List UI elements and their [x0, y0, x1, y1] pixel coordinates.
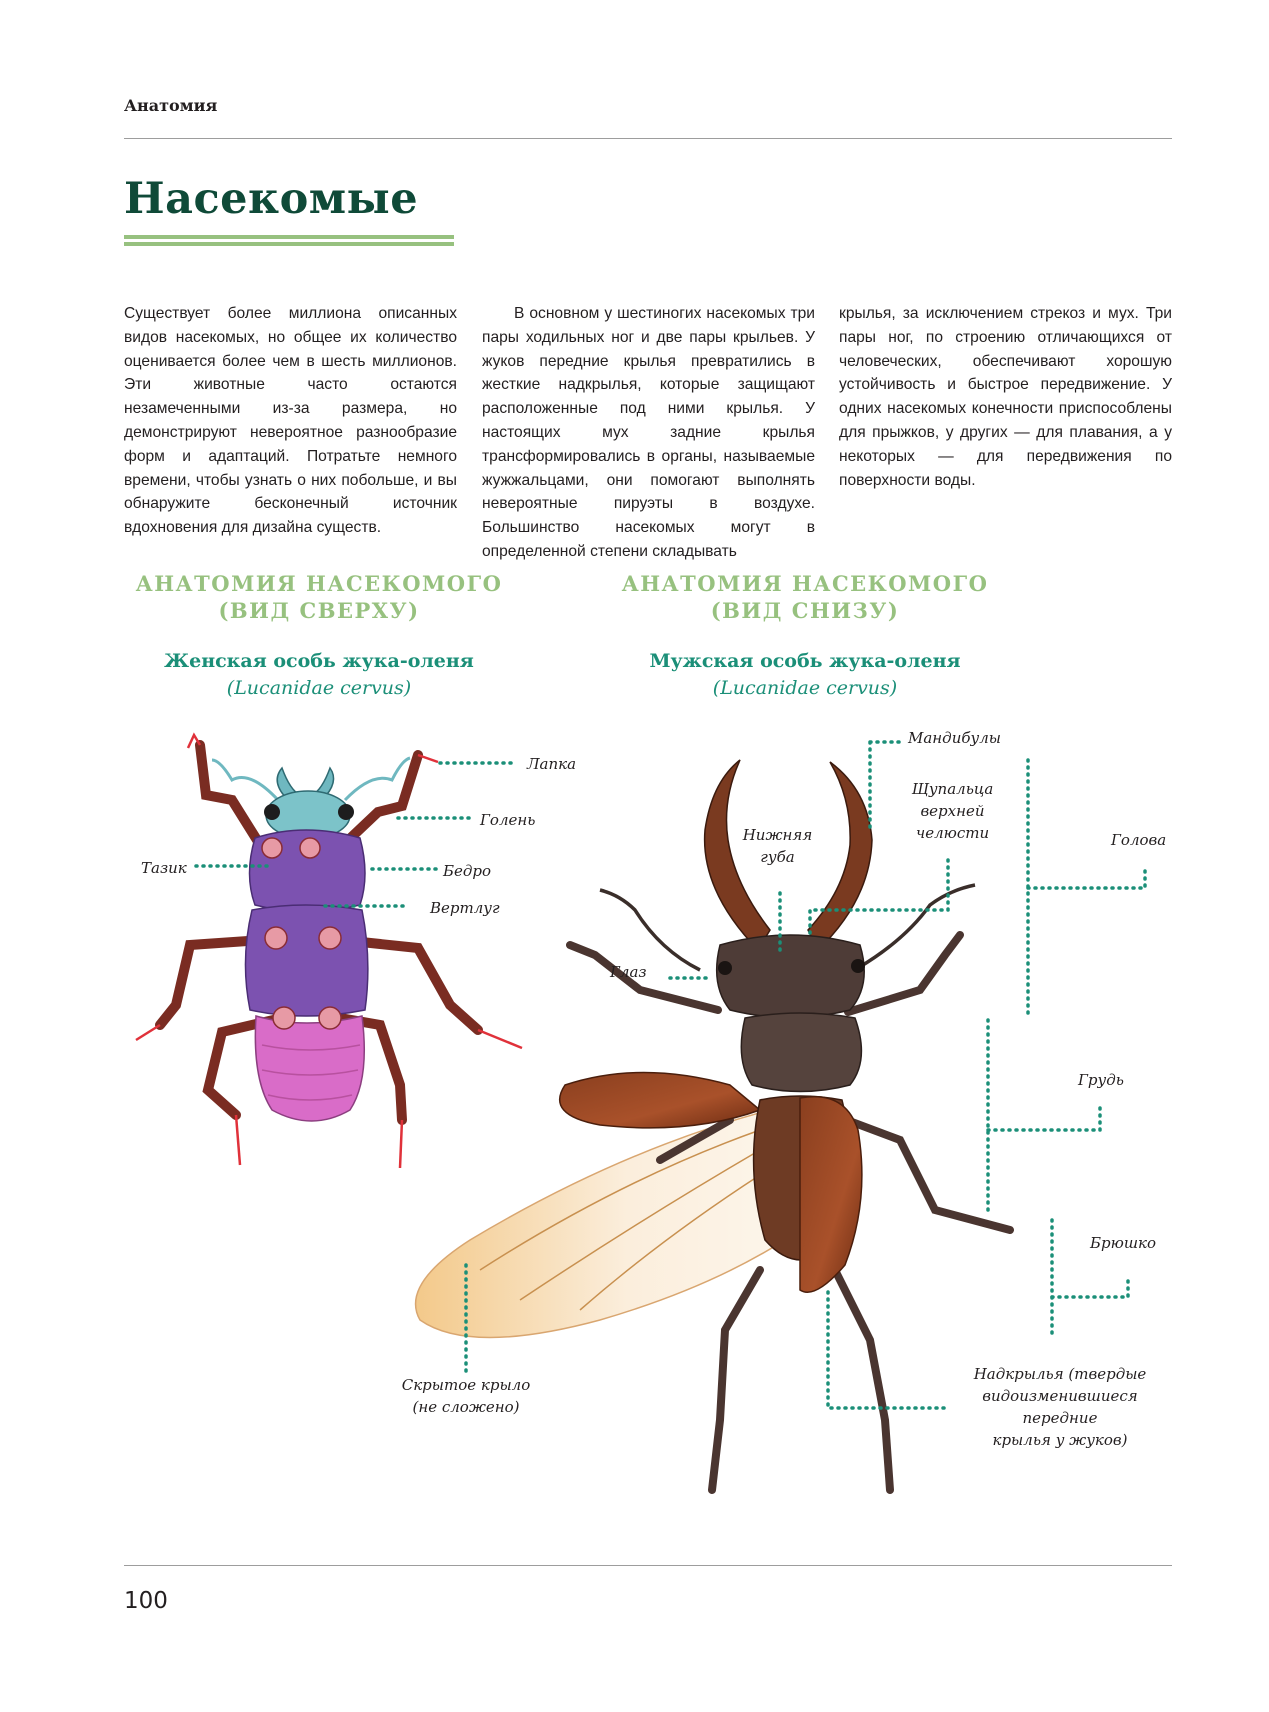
label-grud: Грудь [1078, 1071, 1124, 1089]
diagram-top-subject-name: Женская особь жука-оленя [164, 650, 474, 672]
label-nadkrylya: Надкрылья (твердые видоизменившиеся передние крылья у жуков) [973, 1365, 1147, 1449]
diagram-bottom-latin: (Lucanidae cervus) [712, 677, 898, 699]
diagram-top-latin: (Lucanidae cervus) [226, 677, 412, 699]
page-title: Насекомые [124, 174, 419, 224]
body-column-1: Существует более миллиона описанных видов насекомых, но общее их количество оценивается более чем в шесть миллионов. Эти животные часто остаются незамеченными из-за размера, но демонстрируют невероятное разнообразие форм и адаптаций. Потратьте немного времени, чтобы узнать о них побольше, и вы обнаружите бесконечный источник вдохновения для дизайна существ. [124, 305, 457, 537]
section-label: Анатомия [124, 96, 218, 115]
label-golen: Голень [480, 811, 536, 829]
footer-rule [124, 1565, 1172, 1566]
page-number: 100 [124, 1588, 168, 1614]
body-column-2: В основном у шестиногих насекомых три пары ходильных ног и две пары крыльев. У жуков передние крылья превратились в жесткие надкрылья, которые защищают расположенные под ними крылья. У настоящих мух задние крылья трансформировались в органы, называемые жужжальцами, они помогают выполнять невероятные пируэты в воздухе. Большинство насекомых могут в определенной степени складывать [482, 305, 815, 560]
label-lapka: Лапка [527, 755, 577, 773]
label-shchupaltsa: Щупальца верхней челюсти [911, 780, 994, 842]
diagram-bottom-subject-name: Мужская особь жука-оленя [649, 650, 961, 672]
label-bedro: Бедро [443, 862, 492, 880]
label-mandibuly: Мандибулы [908, 729, 1001, 747]
label-golova: Голова [1111, 831, 1167, 849]
label-vertlug: Вертлуг [430, 899, 500, 917]
label-glaz: Глаз [610, 963, 647, 981]
female-beetle-illustration [136, 735, 522, 1168]
diagram-top-heading-line1: АНАТОМИЯ НАСЕКОМОГО [135, 571, 503, 596]
diagram-bottom-heading-line2: (ВИД СНИЗУ) [710, 598, 900, 623]
diagram-bottom-heading-line1: АНАТОМИЯ НАСЕКОМОГО [621, 571, 989, 596]
body-column-3: крылья, за исключением стрекоз и мух. Три пары ног, по строению отличающихся от человеческих, обеспечивают хорошую устойчивость и быстрое передвижение. У одних насекомых конечности приспособлены для прыжков, у других — для плавания, а у некоторых — для передвижения по поверхности воды. [839, 305, 1172, 489]
label-skrytoe-krylo: Скрытое крыло (не сложено) [401, 1376, 531, 1416]
label-nizhnyaya-guba: Нижняя губа [742, 826, 813, 866]
diagram-top-heading-line2: (ВИД СВЕРХУ) [218, 598, 420, 623]
label-bryushko: Брюшко [1090, 1234, 1157, 1252]
label-tazik: Тазик [141, 859, 187, 877]
